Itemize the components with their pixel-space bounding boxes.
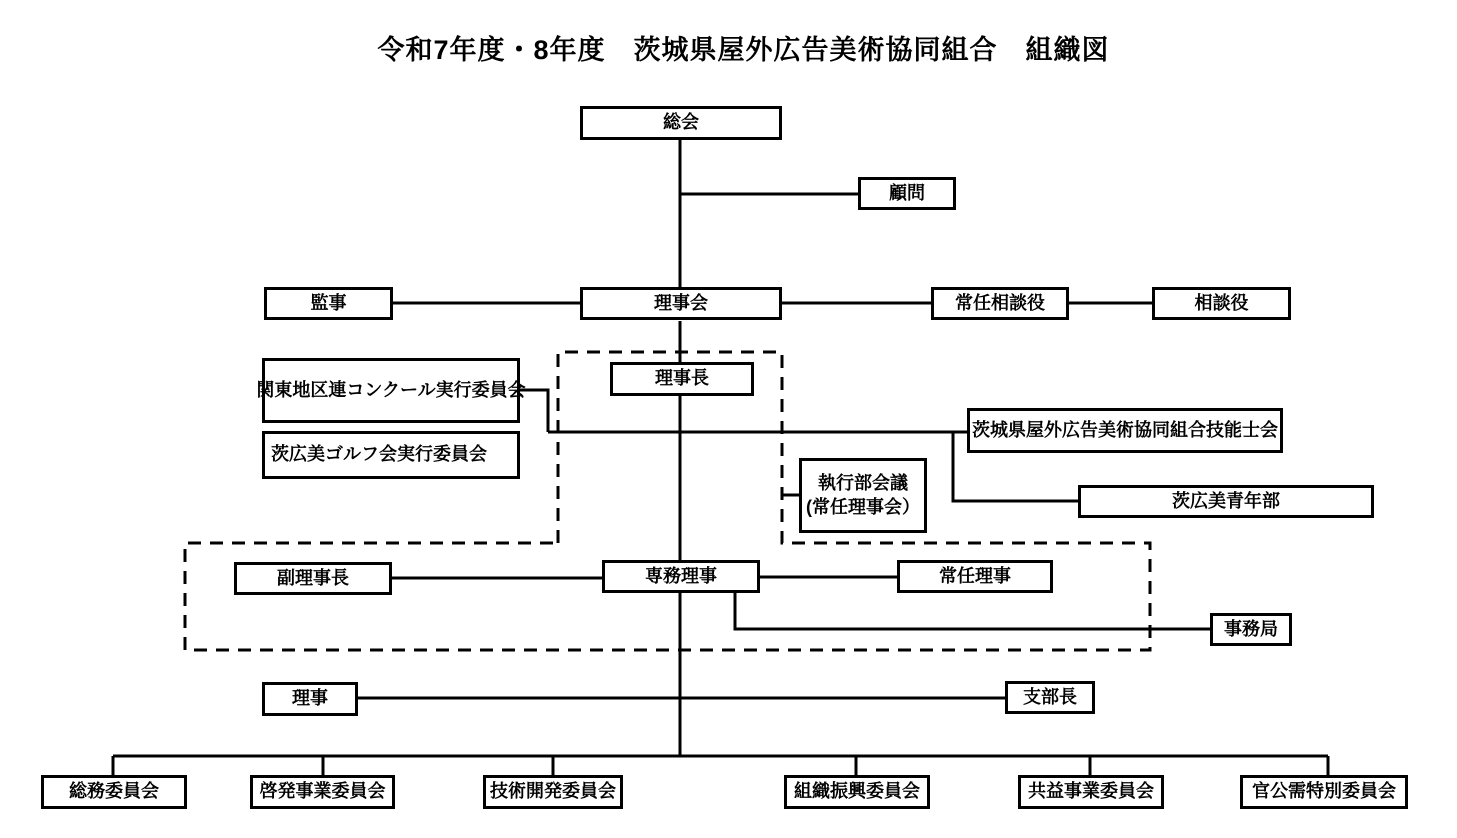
- node-golf-committee: [262, 431, 520, 479]
- node-enlightenment-business-committee-label: 啓発事業委員会: [259, 781, 386, 802]
- node-advisor: [858, 177, 956, 210]
- node-organization-promotion-committee-label: 組織振興委員会: [794, 781, 920, 802]
- node-skilled-workers-association-label: 茨城県屋外広告美術協同組合技能士会: [972, 419, 1278, 440]
- node-standing-counselor-label: 常任相談役: [955, 292, 1045, 313]
- node-auditor-label: 監事: [310, 292, 347, 313]
- node-kanto-contest-committee-label: 関東地区連コンクール実行委員会: [256, 379, 526, 400]
- node-director-label: 理事: [292, 688, 328, 709]
- node-branch-manager-label: 支部長: [1023, 686, 1077, 707]
- node-counselor: [1152, 287, 1291, 320]
- node-executive-meeting: [799, 458, 927, 533]
- node-government-demand-special-committee: [1240, 775, 1408, 809]
- node-kanto-contest-committee: [256, 358, 526, 423]
- node-golf-committee-label: 茨広美ゴルフ会実行委員会: [271, 444, 487, 465]
- node-board-of-directors-label: 理事会: [654, 292, 708, 313]
- node-youth-division: [1078, 485, 1374, 518]
- node-general-assembly: [580, 106, 782, 140]
- node-standing-counselor: [931, 287, 1069, 320]
- node-advisor-label: 顧問: [889, 182, 925, 203]
- node-mutual-benefit-committee-label: 共益事業委員会: [1028, 781, 1154, 802]
- node-general-assembly-label: 総会: [663, 112, 699, 133]
- node-executive-meeting-label: 執行部会議: [818, 473, 908, 494]
- node-technology-development-committee: [483, 775, 623, 809]
- node-general-affairs-committee: [41, 775, 187, 809]
- node-standing-director-label: 常任理事: [939, 565, 1011, 586]
- node-secretariat: [1210, 613, 1292, 646]
- node-executive-director: [602, 560, 760, 593]
- node-auditor: [264, 287, 393, 320]
- node-chairman-label: 理事長: [655, 368, 709, 389]
- node-enlightenment-business-committee: [250, 775, 395, 809]
- node-government-demand-special-committee-label: 官公需特別委員会: [1252, 781, 1396, 802]
- node-mutual-benefit-committee: [1018, 775, 1164, 809]
- node-vice-chairman-label: 副理事長: [277, 567, 349, 588]
- node-organization-promotion-committee: [784, 775, 930, 809]
- node-executive-meeting-sublabel: (常任理事会）: [806, 496, 920, 517]
- node-executive-director-label: 専務理事: [645, 565, 717, 586]
- node-branch-manager: [1005, 681, 1095, 714]
- node-youth-division-label: 茨広美青年部: [1172, 490, 1280, 511]
- node-chairman: [610, 362, 754, 396]
- node-secretariat-label: 事務局: [1224, 618, 1278, 639]
- node-technology-development-committee-label: 技術開発委員会: [490, 781, 616, 802]
- node-vice-chairman: [234, 562, 392, 595]
- node-standing-director: [897, 560, 1053, 593]
- node-board-of-directors: [580, 287, 782, 320]
- node-general-affairs-committee-label: 総務委員会: [69, 781, 159, 802]
- node-director: [262, 682, 358, 716]
- node-skilled-workers-association: [967, 408, 1283, 453]
- connector-secretariat: [735, 593, 1210, 629]
- chart-title: 令和7年度・8年度 茨城県屋外広告美術協同組合 組織図: [377, 35, 1110, 65]
- node-counselor-label: 相談役: [1194, 292, 1249, 313]
